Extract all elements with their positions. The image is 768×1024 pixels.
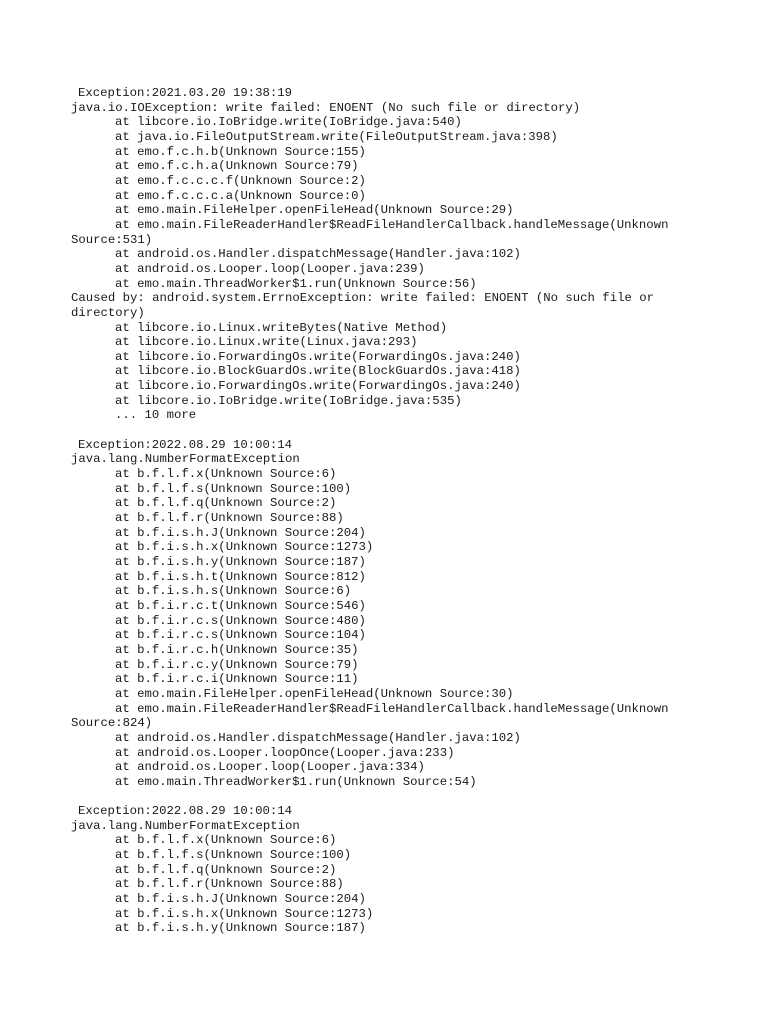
stack-frame-line: at b.f.i.r.c.h(Unknown Source:35) (115, 642, 359, 657)
exception-header: Exception:2022.08.29 10:00:14 (78, 804, 293, 819)
stack-frame-line: at libcore.io.BlockGuardOs.write(BlockGuardOs.java:418) (115, 364, 521, 379)
stack-frame-line: at b.f.l.f.s(Unknown Source:100) (115, 481, 352, 496)
stack-frame-line: at b.f.i.s.h.J(Unknown Source:204) (115, 892, 366, 907)
blank-line (71, 790, 761, 805)
stack-frame-line: at android.os.Looper.loop(Looper.java:334) (115, 760, 425, 775)
log-text-line: directory) (71, 305, 145, 320)
stack-frame-line: at libcore.io.ForwardingOs.write(ForwardingOs.java:240) (115, 349, 521, 364)
stack-frame-line: at b.f.i.r.c.s(Unknown Source:104) (115, 628, 366, 643)
log-document (71, 86, 761, 936)
stack-frame-line: at b.f.i.s.h.x(Unknown Source:1273) (115, 906, 374, 921)
stack-frame-line: at b.f.l.f.x(Unknown Source:6) (115, 833, 337, 848)
stack-frame-line: at emo.f.c.c.c.a(Unknown Source:0) (115, 188, 366, 203)
stack-frame-line: at android.os.Handler.dispatchMessage(Handler.java:102) (115, 247, 521, 262)
stack-frame-line: at emo.main.FileHelper.openFileHead(Unknown Source:29) (115, 203, 514, 218)
stack-frame-line: at b.f.i.s.h.x(Unknown Source:1273) (115, 540, 374, 555)
stack-frame-line: at emo.f.c.c.c.f(Unknown Source:2) (115, 173, 366, 188)
stack-frame-line: at libcore.io.Linux.writeBytes(Native Method) (115, 320, 448, 335)
stack-frame-line: at emo.main.ThreadWorker$1.run(Unknown Source:56) (115, 276, 477, 291)
stack-frame-line: at b.f.l.f.r(Unknown Source:88) (115, 877, 344, 892)
log-text-line: Source:824) (71, 716, 153, 731)
stack-frame-line: at emo.f.c.h.b(Unknown Source:155) (115, 144, 366, 159)
stack-frame-line: at emo.main.ThreadWorker$1.run(Unknown Source:54) (115, 774, 477, 789)
log-text-line: java.lang.NumberFormatException (71, 452, 300, 467)
stack-frame-line: ... 10 more (115, 408, 197, 423)
blank-line (71, 423, 761, 438)
stack-frame-line: at b.f.i.s.h.y(Unknown Source:187) (115, 555, 366, 569)
stack-frame-line: at b.f.i.r.c.y(Unknown Source:79) (115, 657, 359, 672)
stack-frame-line: at emo.main.FileReaderHandler$ReadFileHandlerCallback.handleMessage(Unknown (115, 217, 669, 232)
stack-frame-line: at b.f.i.s.h.y(Unknown Source:187) (115, 921, 366, 936)
stack-frame-line: at java.io.FileOutputStream.write(FileOutputStream.java:398) (115, 129, 558, 144)
stack-frame-line: at b.f.i.s.h.J(Unknown Source:204) (115, 525, 366, 540)
stack-frame-line: at b.f.i.r.c.i(Unknown Source:11) (115, 672, 359, 687)
stack-frame-line: at libcore.io.IoBridge.write(IoBridge.java:535) (115, 393, 462, 408)
stack-frame-line: at libcore.io.ForwardingOs.write(ForwardingOs.java:240) (115, 379, 521, 394)
stack-frame-line: at b.f.l.f.q(Unknown Source:2) (115, 496, 337, 511)
exception-header: Exception:2021.03.20 19:38:19 (78, 86, 293, 100)
stack-frame-line: at b.f.i.s.h.s(Unknown Source:6) (115, 584, 352, 599)
stack-frame-line: at android.os.Looper.loop(Looper.java:239) (115, 261, 425, 276)
stack-frame-line: at b.f.l.f.q(Unknown Source:2) (115, 862, 337, 877)
stack-frame-line: at b.f.i.s.h.t(Unknown Source:812) (115, 569, 366, 584)
log-text-line: Caused by: android.system.ErrnoException: write failed: ENOENT (No such file or (71, 291, 654, 306)
stack-frame-line: at emo.main.FileReaderHandler$ReadFileHandlerCallback.handleMessage(Unknown (115, 701, 669, 716)
stack-frame-line: at libcore.io.IoBridge.write(IoBridge.java:540) (115, 115, 462, 130)
stack-frame-line: at emo.f.c.h.a(Unknown Source:79) (115, 159, 359, 174)
log-text-line: java.lang.NumberFormatException (71, 818, 300, 833)
stack-frame-line: at libcore.io.Linux.write(Linux.java:293) (115, 335, 418, 350)
stack-frame-line: at b.f.l.f.x(Unknown Source:6) (115, 467, 337, 482)
stack-frame-line: at b.f.i.r.c.t(Unknown Source:546) (115, 598, 366, 613)
stack-frame-line: at b.f.l.f.s(Unknown Source:100) (115, 848, 352, 863)
stack-frame-line: at android.os.Handler.dispatchMessage(Handler.java:102) (115, 730, 521, 745)
stack-frame-line: at b.f.i.r.c.s(Unknown Source:480) (115, 613, 366, 628)
stack-frame-line: at android.os.Looper.loopOnce(Looper.java:233) (115, 745, 455, 760)
stack-frame-line: at emo.main.FileHelper.openFileHead(Unknown Source:30) (115, 686, 514, 701)
log-text-line: java.io.IOException: write failed: ENOENT (No such file or directory) (71, 100, 581, 115)
exception-header: Exception:2022.08.29 10:00:14 (78, 437, 293, 452)
log-text-line: Source:531) (71, 232, 153, 247)
stack-frame-line: at b.f.l.f.r(Unknown Source:88) (115, 511, 344, 526)
